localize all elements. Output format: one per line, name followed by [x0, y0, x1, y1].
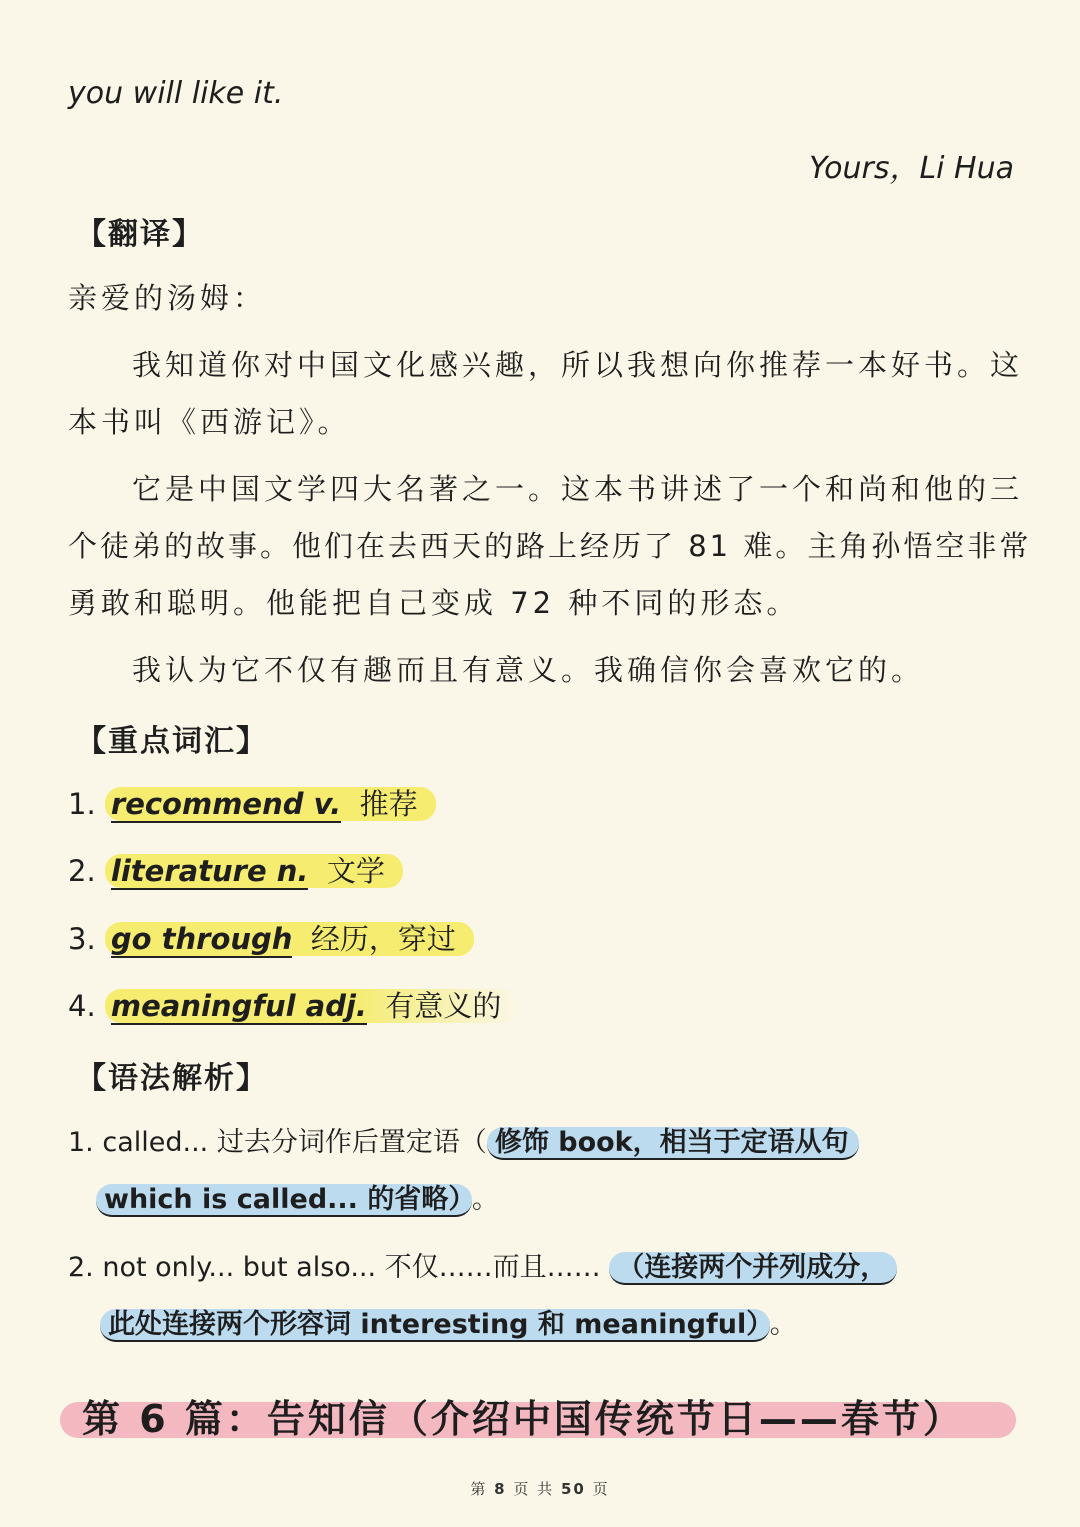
grammar-item-2-line2: [100, 1302, 797, 1341]
footer-pre: 第: [470, 1480, 488, 1498]
grammar-item-1-line2: [96, 1177, 499, 1216]
grammar-heading: 【语法解析】: [76, 1061, 268, 1096]
vocab-highlight: [105, 922, 474, 956]
vocab-meaning: 推荐: [359, 787, 418, 821]
letter-signature: Yours，Li Hua: [809, 151, 1014, 186]
grammar-note: 此处连接两个形容词 interesting 和 meaningful）: [100, 1309, 770, 1342]
next-section-title: 第 6 篇：告知信（介绍中国传统节日——春节）: [82, 1397, 964, 1441]
translation-p2-line2: 个徒弟的故事。他们在去西天的路上经历了 81 难。主角孙悟空非常: [68, 529, 1032, 563]
translation-greeting: 亲爱的汤姆：: [68, 281, 267, 315]
vocab-number: 1.: [68, 787, 96, 821]
vocab-highlight: [105, 989, 519, 1023]
grammar-text: not only... but also... 不仅……而且……: [102, 1252, 601, 1283]
vocab-item: [68, 849, 403, 890]
translation-p1-line2: 本书叫《西游记》。: [68, 405, 351, 439]
translation-p1-line1: 我知道你对中国文化感兴趣，所以我想向你推荐一本好书。这: [132, 348, 1024, 382]
translation-p2-line3: 勇敢和聪明。他能把自己变成 72 种不同的形态。: [68, 586, 800, 620]
translation-heading: 【翻译】: [76, 217, 204, 252]
vocab-meaning: 文学: [326, 854, 385, 888]
vocab-term: meaningful adj.: [110, 989, 367, 1023]
vocab-item: [68, 782, 436, 823]
vocab-number: 2.: [68, 854, 96, 888]
vocab-term: literature n.: [110, 854, 309, 888]
grammar-end: 。: [471, 1184, 499, 1215]
vocab-meaning: 有意义的: [385, 989, 502, 1023]
vocab-heading: 【重点词汇】: [76, 724, 268, 759]
grammar-note: 修饰 book，相当于定语从句: [487, 1127, 859, 1160]
grammar-number: 1.: [68, 1127, 94, 1158]
letter-last-line: you will like it.: [68, 76, 284, 111]
grammar-item-1-line1: [68, 1120, 859, 1159]
vocab-item: [68, 984, 519, 1025]
grammar-end: 。: [769, 1309, 797, 1340]
grammar-item-2-line1: [68, 1245, 897, 1284]
grammar-text: called... 过去分词作后置定语（: [102, 1127, 487, 1158]
footer-page-number: 8: [494, 1480, 507, 1498]
translation-p3-line1: 我认为它不仅有趣而且有意义。我确信你会喜欢它的。: [132, 653, 925, 687]
vocab-term: recommend v.: [110, 787, 342, 821]
page-footer: [0, 1478, 1080, 1499]
grammar-note: which is called... 的省略）: [96, 1184, 472, 1217]
grammar-note: （连接两个并列成分，: [609, 1252, 897, 1285]
footer-mid: 页 共: [513, 1480, 555, 1498]
vocab-highlight: [105, 854, 403, 888]
vocab-highlight: [105, 787, 436, 821]
vocab-number: 4.: [68, 989, 96, 1023]
vocab-number: 3.: [68, 922, 96, 956]
vocab-item: [68, 917, 474, 958]
translation-p2-line1: 它是中国文学四大名著之一。这本书讲述了一个和尚和他的三: [132, 472, 1024, 506]
vocab-term: go through: [110, 922, 293, 956]
vocab-meaning: 经历，穿过: [310, 922, 456, 956]
grammar-number: 2.: [68, 1252, 94, 1283]
footer-post: 页: [592, 1480, 610, 1498]
footer-total-pages: 50: [560, 1480, 586, 1498]
